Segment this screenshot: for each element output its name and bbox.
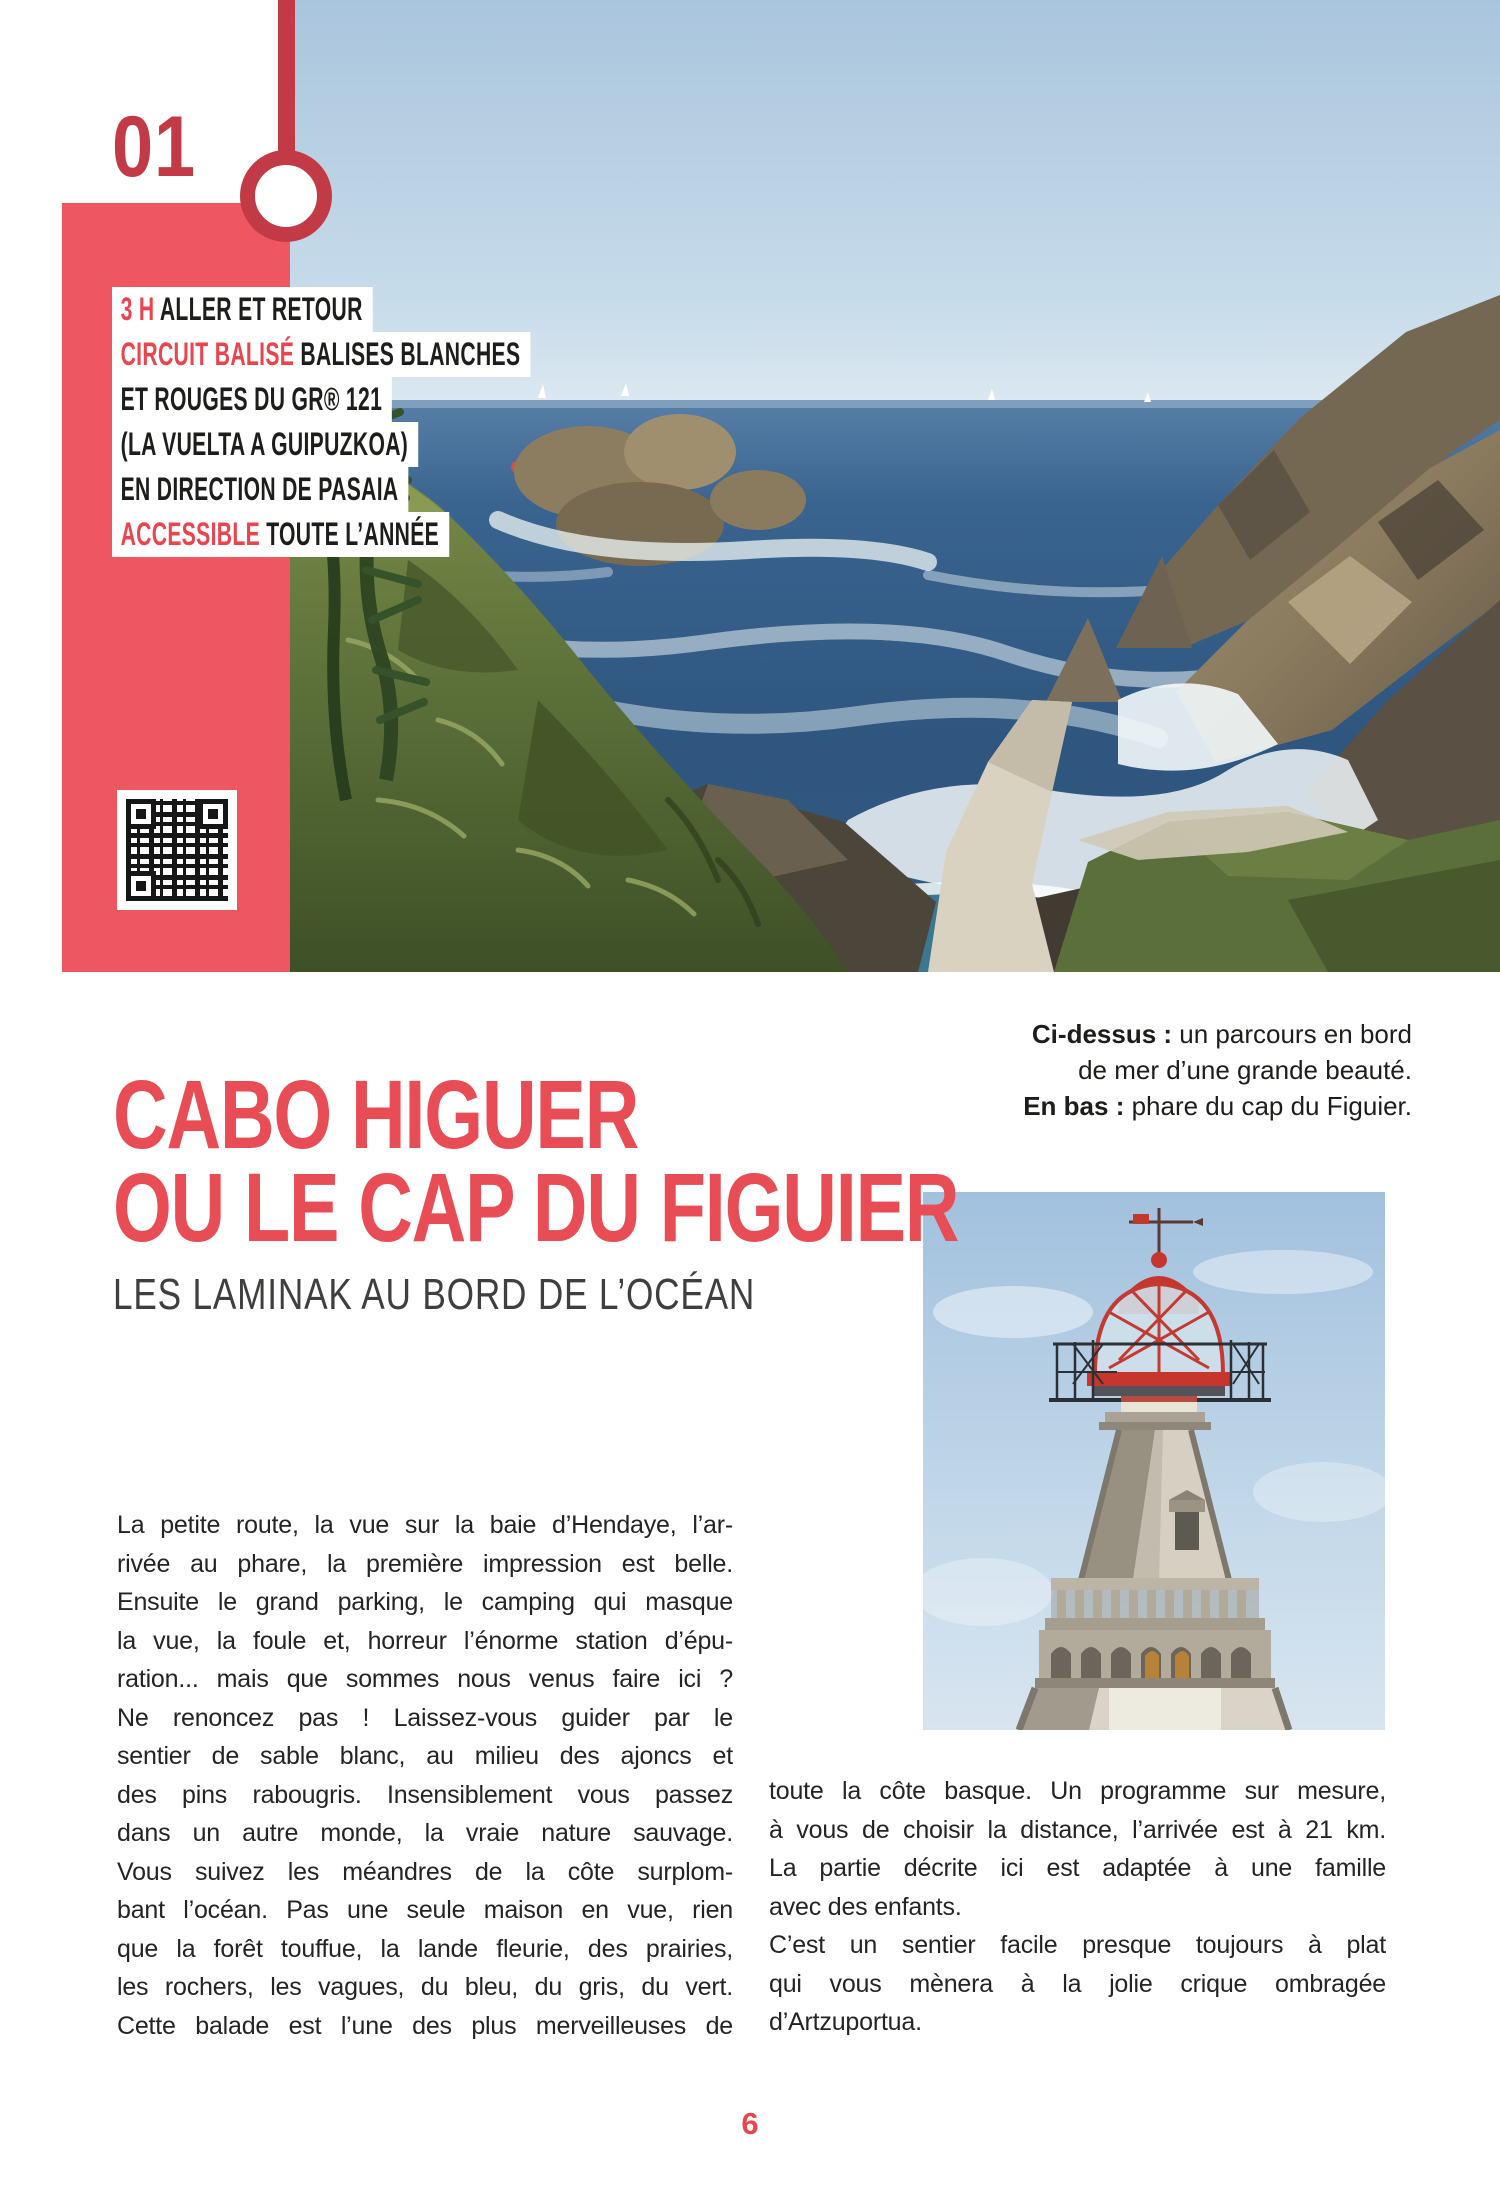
caption-line: En bas : phare du cap du Figuier. — [1023, 1091, 1412, 1121]
body-line: Ensuite le grand parking, le camping qui masque — [117, 1588, 733, 1616]
qr-finder-icon — [198, 799, 228, 829]
body-line: sentier de sable blanc, au milieu des ajoncs et — [117, 1742, 733, 1770]
trail-start-ring-icon — [240, 150, 332, 242]
body-line: à vous de choisir la distance, l’arrivée est à 21 km. — [769, 1815, 1386, 1844]
qr-code — [117, 790, 237, 910]
body-line: ration... mais que sommes nous venus faire ici ? — [117, 1665, 733, 1693]
article-title-block — [113, 1060, 1197, 1320]
info-line-waymarks-4: EN DIRECTION DE PASAIA — [112, 467, 408, 512]
body-line: toute la côte basque. Un programme sur mesure, — [769, 1777, 1386, 1805]
body-line: dans un autre monde, la vraie nature sauvage. — [117, 1819, 733, 1847]
body-line: la vue, la foule et, horreur l’énorme station d’épu- — [117, 1626, 733, 1655]
body-line: Vous suivez les méandres de la côte surplom- — [117, 1857, 733, 1886]
qr-finder-icon — [126, 871, 156, 901]
info-line-duration: 3 H ALLER ET RETOUR — [112, 287, 373, 332]
body-line: qui vous mènera à la jolie crique ombragée — [769, 1969, 1386, 1998]
page-number: 6 — [741, 2106, 759, 2141]
trail-line — [278, 0, 295, 156]
body-line: Ne renoncez pas ! Laissez-vous guider par le — [117, 1703, 733, 1732]
caption-line: Ci-dessus : un parcours en bord — [1031, 1019, 1412, 1049]
body-line: les rochers, les vagues, du bleu, du gris, du vert. — [117, 1973, 733, 2001]
body-line: bant l’océan. Pas une seule maison en vue, rien — [117, 1896, 733, 1924]
body-line: d’Artzuportua. — [769, 2008, 922, 2036]
page-title-line-2: OU LE CAP DU FIGUIER — [113, 1153, 959, 1262]
page-title-line-1: CABO HIGUER — [113, 1060, 639, 1169]
body-line: des pins rabougris. Insensiblement vous passez — [117, 1780, 733, 1809]
info-line-access: ACCESSIBLE TOUTE L’ANNÉE — [112, 512, 449, 557]
info-line-waymarks-3: (LA VUELTA A GUIPUZKOA) — [112, 422, 418, 467]
body-line: La partie décrite ici est adaptée à une famille — [769, 1854, 1386, 1882]
trail-info-panel — [112, 287, 746, 557]
page-subtitle: LES LAMINAK AU BORD DE L’OCÉAN — [113, 1270, 756, 1319]
body-line: Cette balade est l’une des plus merveilleuses de — [117, 2011, 733, 2040]
body-line: rivée au phare, la première impression est belle. — [117, 1549, 733, 1578]
body-line: C’est un sentier facile presque toujours à plat — [769, 1931, 1386, 1959]
body-line: avec des enfants. — [769, 1892, 962, 1921]
qr-finder-icon — [126, 799, 156, 829]
info-line-waymarks-2: ET ROUGES DU GR® 121 — [112, 377, 392, 422]
caption-line: de mer d’une grande beauté. — [1078, 1055, 1412, 1085]
body-column-left — [117, 1506, 733, 2045]
body-column-right — [769, 1772, 1386, 2042]
body-line: que la forêt touffue, la lande fleurie, des prairies, — [117, 1934, 733, 1963]
info-line-waymarks-1: CIRCUIT BALISÉ BALISES BLANCHES — [112, 332, 530, 377]
qr-code-pattern — [126, 799, 228, 901]
body-line: La petite route, la vue sur la baie d’Hendaye, l’ar- — [117, 1511, 733, 1539]
trail-number-badge: 01 — [112, 99, 196, 195]
